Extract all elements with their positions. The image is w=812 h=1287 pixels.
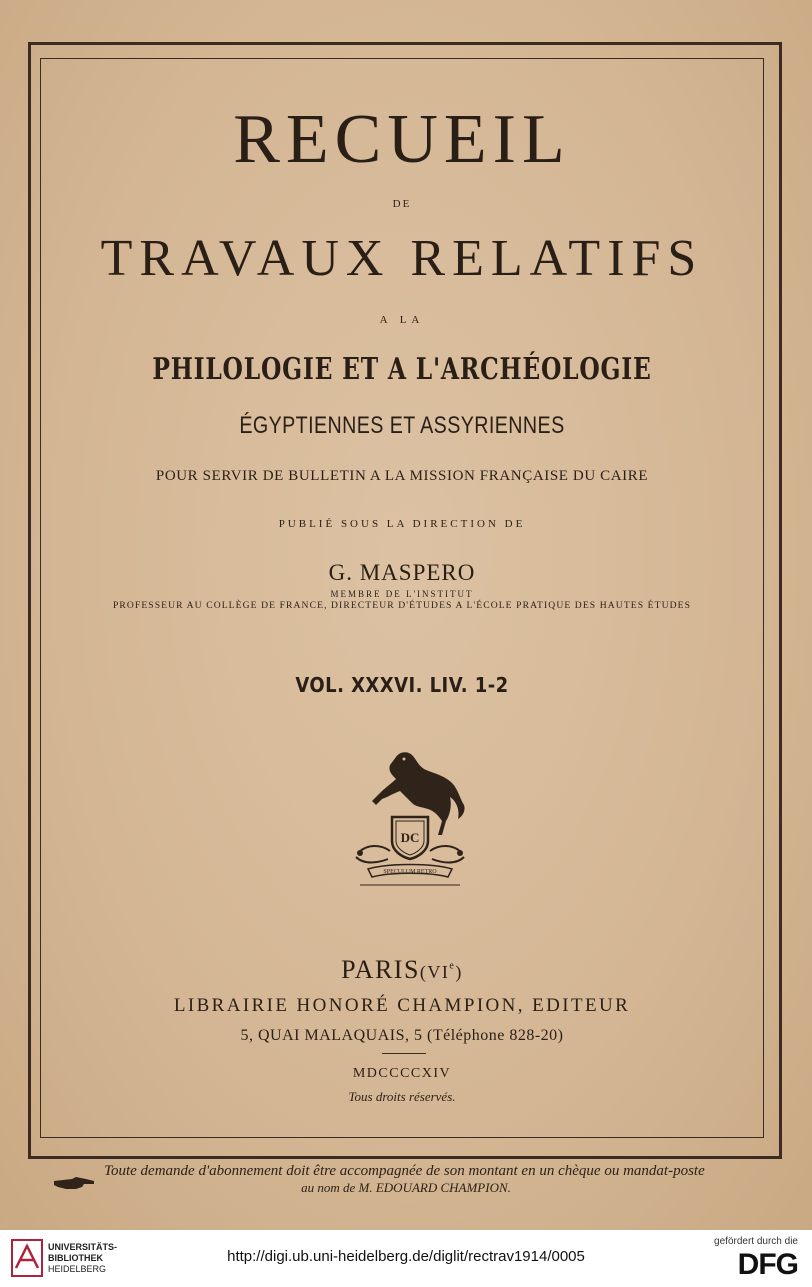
library-name: UNIVERSITÄTS- BIBLIOTHEK HEIDELBERG <box>48 1242 118 1274</box>
emblem-motto: SPECULUM RETRO <box>383 869 437 875</box>
subscription-notice-line1: Toute demande d'abonnement doit être accompagnée de son montant en un chèque ou mandat-poste <box>104 1163 705 1179</box>
direction-label: PUBLIÉ SOUS LA DIRECTION DE <box>278 518 526 530</box>
editor-name: G. MASPERO <box>328 560 476 585</box>
rights-reserved: Tous droits réservés. <box>348 1089 456 1104</box>
title-a-la: A LA <box>379 314 425 326</box>
divider-rule <box>382 1053 426 1054</box>
editor-membre: MEMBRE DE L'INSTITUT <box>330 589 474 599</box>
dfg-logo: DFG <box>737 1248 798 1281</box>
title-travaux: TRAVAUX RELATIFS <box>100 230 704 287</box>
publication-year: MDCCCCXIV <box>352 1066 452 1081</box>
digitization-footer <box>0 1230 812 1287</box>
editor-professeur: PROFESSEUR AU COLLÈGE DE FRANCE, DIRECTEUR D'ÉTUDES A L'ÉCOLE PRATIQUE DES HAUTES ÉTUDES <box>112 600 692 611</box>
title-egyptiennes: ÉGYPTIENNES ET ASSYRIENNES <box>239 412 565 439</box>
title-de: DE <box>392 198 412 210</box>
subscription-notice-line2: au nom de M. EDOUARD CHAMPION. <box>301 1180 511 1195</box>
digitization-url[interactable]: http://digi.ub.uni-heidelberg.de/diglit/rectrav1914/0005 <box>227 1248 585 1265</box>
volume-number: VOL. XXXVI. LIV. 1-2 <box>295 673 509 697</box>
funded-by-label: gefördert durch die <box>714 1236 798 1247</box>
subtitle: POUR SERVIR DE BULLETIN A LA MISSION FRANÇAISE DU CAIRE <box>155 468 649 484</box>
publisher-horse-emblem-icon <box>348 745 472 895</box>
title-recueil: RECUEIL <box>233 101 571 178</box>
publisher-city: PARIS(VIe) <box>341 955 463 984</box>
emblem-initials: DC <box>400 830 420 845</box>
publisher-address: 5, QUAI MALAQUAIS, 5 (Téléphone 828-20) <box>240 1027 564 1044</box>
publisher-name: LIBRAIRIE HONORÉ CHAMPION, EDITEUR <box>173 995 631 1016</box>
title-philologie: PHILOLOGIE ET A L'ARCHÉOLOGIE <box>152 352 652 387</box>
